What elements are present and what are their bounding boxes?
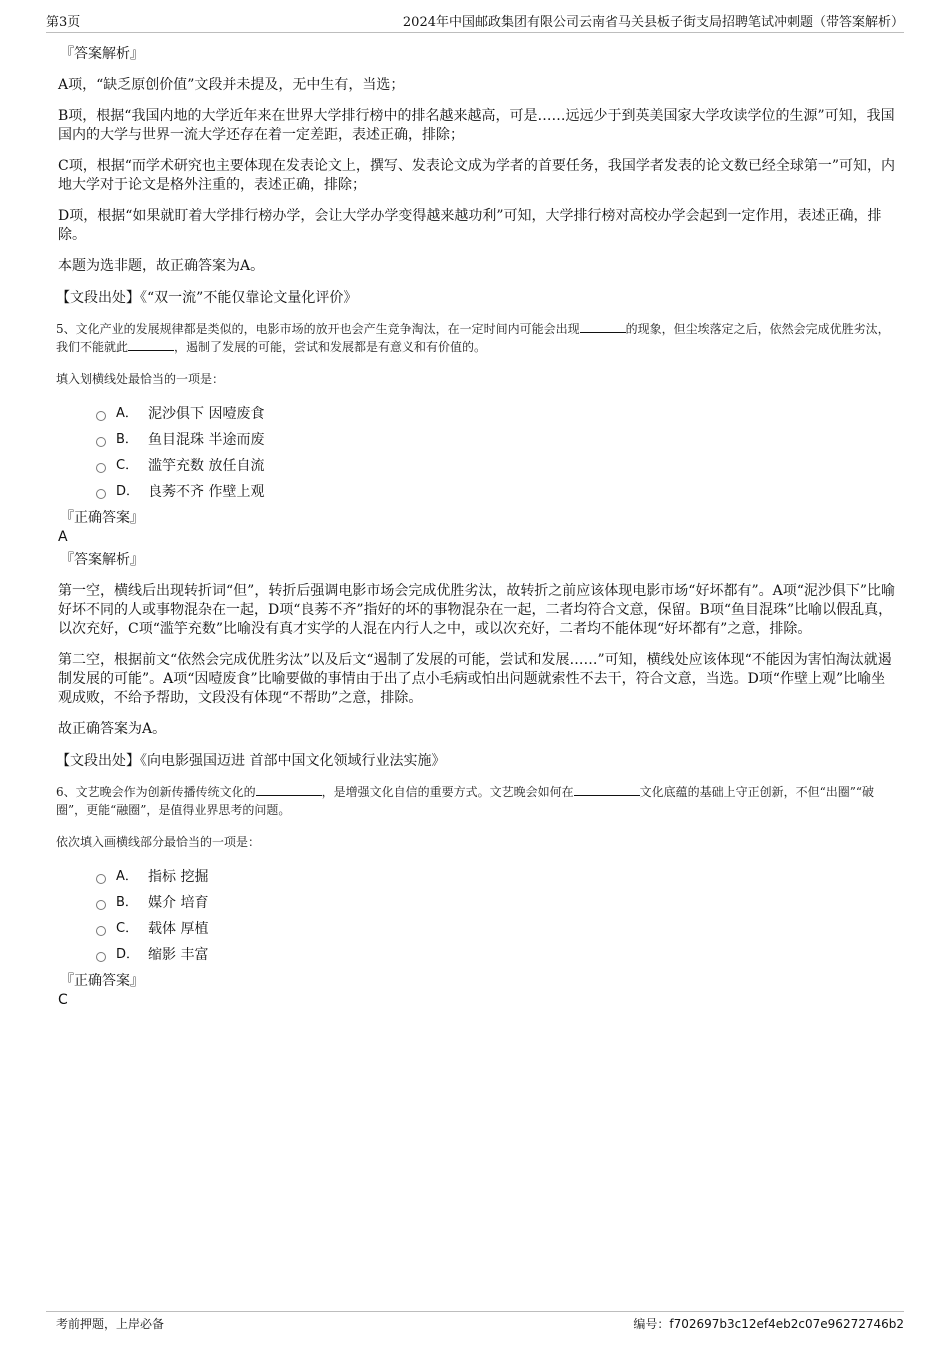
- radio-icon[interactable]: [96, 900, 106, 910]
- radio-icon[interactable]: [96, 463, 106, 473]
- analysis-paragraph: D项，根据“如果就盯着大学排行榜办学，会让大学办学变得越来越功利”可知，大学排行榜对高校办学会起到一定作用，表述正确，排除。: [58, 208, 882, 243]
- radio-icon[interactable]: [96, 411, 106, 421]
- page-content: [56, 44, 896, 1013]
- analysis-paragraph: B项，根据“我国内地的大学近年来在世界大学排行榜中的排名越来越高，可是……远远少于到英美国家大学攻读学位的生源”可知，我国国内的大学与世界一流大学还存在着一定差距，表述正确，排除；: [58, 108, 895, 143]
- analysis-paragraph: A项，“缺乏原创价值”文段并未提及，无中生有，当选；: [58, 77, 405, 93]
- correct-answer: C: [58, 992, 68, 1008]
- correct-answer: A: [58, 529, 68, 545]
- answer-blank: [256, 783, 322, 796]
- correct-answer-label: 『正确答案』: [60, 973, 144, 989]
- analysis-paragraph: 第一空，横线后出现转折词“但”，转折后强调电影市场会完成优胜劣汰，故转折之前应该体现电影市场“好坏都有”。A项“泥沙俱下”比喻好坏不同的人或事物混杂在一起，D项“良莠不齐”指好的坏的事物混杂在一起，二者均符合文意，保留。B项“鱼目混珠”比喻以假乱真，以次充好，C项“滥竽充数”比喻没有真才实学的人混在内行人之中，或以次充好，二者均不能体现“好坏都有”之意，排除。: [58, 583, 896, 637]
- question-5-stem: 5、文化产业的发展规律都是类似的，电影市场的放开也会产生竞争淘汰，在一定时间内可能会出现 的现象，但尘埃落定之后，依然会完成优胜劣汰，我们不能就此 ，遏制了发展的可能，尝试和发展都是有意义和有价值的。: [56, 322, 890, 354]
- question-6-prompt: 依次填入画横线部分最恰当的一项是：: [56, 835, 261, 849]
- radio-icon[interactable]: [96, 489, 106, 499]
- radio-icon[interactable]: [96, 952, 106, 962]
- option-b[interactable]: B． 鱼目混珠 半途而废: [96, 430, 896, 450]
- question-5-options: [96, 404, 896, 502]
- footer-slogan: 考前押题，上岸必备: [56, 1317, 165, 1331]
- page-footer: [46, 1311, 904, 1334]
- analysis-label: 『答案解析』: [60, 46, 144, 62]
- document-title: 2024年中国邮政集团有限公司云南省马关县板子街支局招聘笔试冲刺题（带答案解析）: [402, 15, 904, 30]
- analysis-paragraph: 第二空，根据前文“依然会完成优胜劣汰”以及后文“遏制了发展的可能，尝试和发展……”可知，横线处应该体现“不能因为害怕淘汰就遏制发展的可能”。A项“因噎废食”比喻要做的事情由于出了点小毛病或怕出问题就索性不去干，符合文意，当选。D项“作壁上观”比喻坐观成败，不给予帮助，文段没有体现“不帮助”之意，排除。: [58, 652, 892, 706]
- radio-icon[interactable]: [96, 926, 106, 936]
- option-a[interactable]: A． 指标 挖掘: [96, 867, 896, 887]
- page-number: 第3页: [46, 15, 81, 30]
- analysis-conclusion: 本题为选非题，故正确答案为A。: [58, 258, 265, 274]
- option-d[interactable]: D． 良莠不齐 作壁上观: [96, 482, 896, 502]
- option-a[interactable]: A． 泥沙俱下 因噎废食: [96, 404, 896, 424]
- question-6-stem: 6、文艺晚会作为创新传播传统文化的 ，是增强文化自信的重要方式。文艺晚会如何在 文化底蕴的基础上守正创新，不但“出圈”“破圈”，更能“融圈”，是值得业界思考的问题。: [56, 785, 875, 817]
- radio-icon[interactable]: [96, 437, 106, 447]
- option-c[interactable]: C． 滥竽充数 放任自流: [96, 456, 896, 476]
- analysis-label: 『答案解析』: [60, 552, 144, 568]
- document-code: 编号：f702697b3c12ef4eb2c07e96272746b2: [633, 1317, 904, 1331]
- answer-blank: [580, 320, 626, 333]
- analysis-conclusion: 故正确答案为A。: [58, 721, 167, 737]
- question-6-options: [96, 867, 896, 965]
- option-b[interactable]: B． 媒介 培育: [96, 893, 896, 913]
- analysis-paragraph: C项，根据“而学术研究也主要体现在发表论文上，撰写、发表论文成为学者的首要任务，我国学者发表的论文数已经全球第一”可知，内地大学对于论文是格外注重的，表述正确，排除；: [58, 158, 896, 193]
- passage-source: 【文段出处】《向电影强国迈进 首部中国文化领域行业法实施》: [56, 753, 446, 769]
- question-5-prompt: 填入划横线处最恰当的一项是：: [56, 372, 225, 386]
- page-header: [46, 14, 904, 33]
- answer-blank: [128, 338, 174, 351]
- radio-icon[interactable]: [96, 874, 106, 884]
- answer-blank: [574, 783, 640, 796]
- correct-answer-label: 『正确答案』: [60, 510, 144, 526]
- option-c[interactable]: C． 载体 厚植: [96, 919, 896, 939]
- passage-source: 【文段出处】《“双一流”不能仅靠论文量化评价》: [56, 290, 358, 306]
- option-d[interactable]: D． 缩影 丰富: [96, 945, 896, 965]
